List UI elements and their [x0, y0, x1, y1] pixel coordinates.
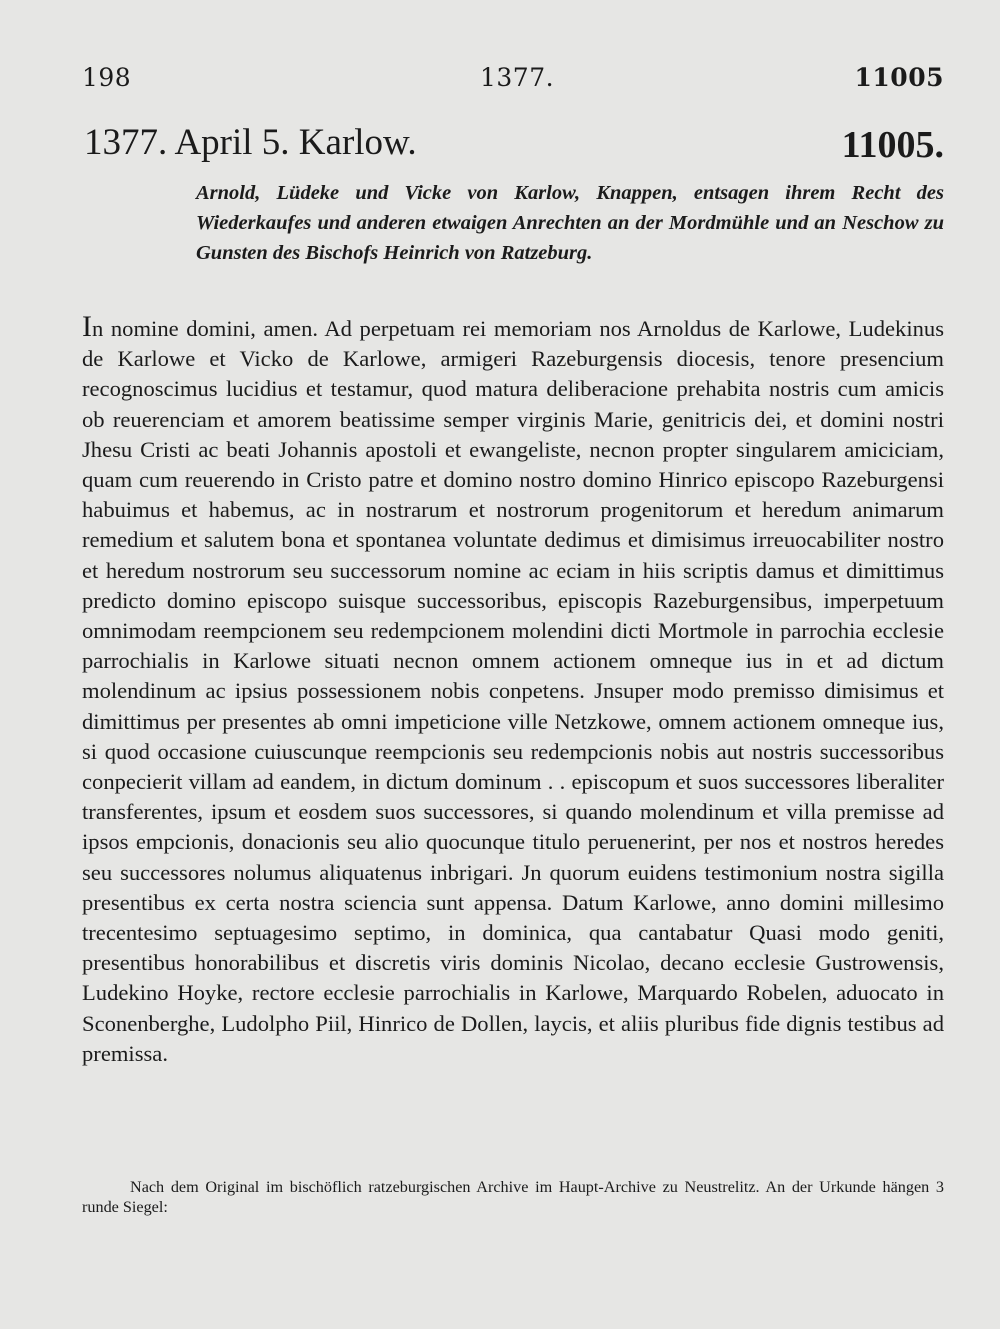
charter-text — [82, 310, 944, 1069]
document-number: 11005. — [841, 124, 944, 166]
page-number: 198 — [82, 63, 132, 92]
running-head-document-number: 11005 — [854, 63, 944, 92]
initial-letter: I — [82, 310, 92, 343]
charter-body: n nomine domini, amen. Ad perpetuam rei memoriam nos Arnoldus de Karlowe, Ludekinus de Karlowe et Vicko de Karlowe, armigeri Razeburgensis diocesis, tenore presencium recognoscimus lucidius et testamur, quod matura deliberacione prehabita nostris cum amicis ob reuerenciam et amorem beatissime semper virginis Marie, genitricis dei, et domini nostri Jhesu Cristi ac beati Johannis apostoli et ewangeliste, necnon propter singularem amiciciam, quam cum reuerendo in Cristo patre et domino nostro domino Hinrico episcopo Razeburgensi habuimus et habemus, ac in nostrarum et nostrorum progenitorum et heredum animarum remedium et salutem bona et spontanea voluntate dedimus et dimisimus irreuocabiliter nostro et heredum nostrorum seu successorum nomine ac eciam in hiis scriptis damus et dimittimus predicto domino episcopo suisque successoribus, episcopis Razeburgensibus, imperpetuum omnimodam reempcionem seu redempcionem molendini dicti Mortmole in parrochia ecclesie parrochialis in Karlowe situati necnon omnem actionem omneque ius in et ad dictum molendinum ac ipsius possessionem nobis conpetens. Jnsuper modo premisso dimisimus et dimittimus per presentes ab omni impeticione ville Netzkowe, omnem actionem omneque ius, si quod occasione cuiuscunque reempcionis seu redempcionis nobis aut nostris successoribus conpecierit villam ad eandem, in dictum dominum . . episcopum et suos successores liberaliter transferentes, ipsum et eosdem suos successores, si quando molendinum et villa premisse ad ipsos empcionis, donacionis seu alio quocunque titulo peruenerint, per nos et nostros heredes seu successores nolumus aliquatenus inbrigari. Jn quorum euidens testimonium nostra sigilla presentibus ex certa nostra sciencia sunt appensa. Datum Karlowe, anno domini millesimo trecentesimo septuagesimo septimo, in dominica, qua cantabatur Quasi modo geniti, presentibus honorabilibus et discretis viris dominis Nicolao, decano ecclesie Gustrowensis, Ludekino Hoyke, rectore ecclesie parrochialis in Karlowe, Marquardo Robelen, aduocato in Sconenberghe, Ludolpho Piil, Hinrico de Dollen, laycis, et aliis pluribus fide dignis testibus ad premissa. — [82, 316, 944, 1066]
regest-summary: Arnold, Lüdeke und Vicke von Karlow, Knappen, entsagen ihrem Recht des Wiederkaufes und anderen etwaigen Anrechten an der Mordmühle und an Neschow zu Gunsten des Bischofs Heinrich von Ratzeburg. — [196, 182, 944, 264]
running-head-year: 1377. — [480, 63, 555, 92]
source-note: Nach dem Original im bischöflich ratzeburgischen Archive im Haupt-Archive zu Neustrelitz. An der Urkunde hängen 3 runde Siegel: — [82, 1178, 944, 1216]
running-head — [82, 58, 944, 98]
dateline: 1377. April 5. Karlow. — [84, 122, 417, 163]
document-heading — [84, 118, 944, 168]
